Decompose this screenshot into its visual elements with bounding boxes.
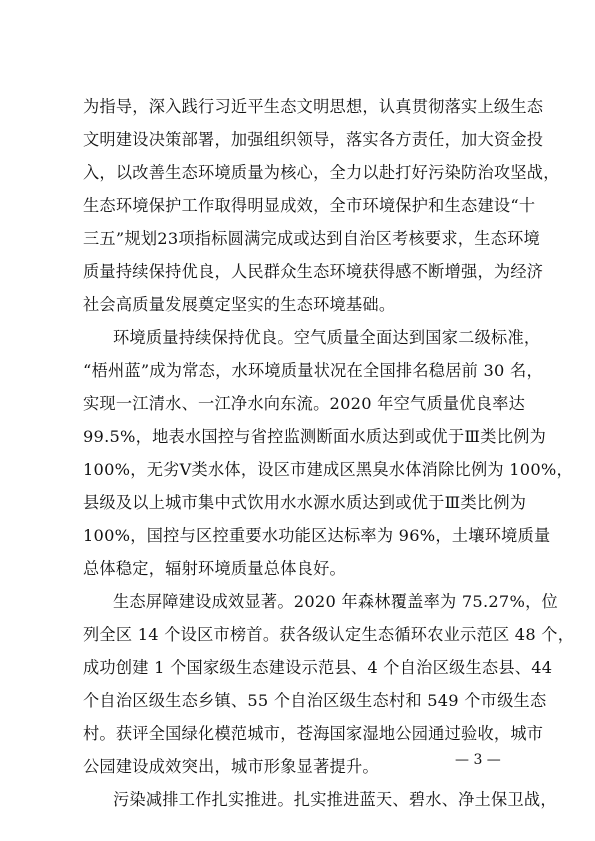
paragraph-3-line-3: 成功创建 1 个国家级生态建设示范县、4 个自治区级生态县、44 bbox=[83, 658, 553, 677]
paragraph-2-line-5: 100%，无劣Ⅴ类水体，设区市建成区黑臭水体消除比例为 100%， bbox=[83, 460, 573, 479]
paragraph-1-line-2: 文明建设决策部署，加强组织领导，落实各方责任，加大资金投 bbox=[83, 130, 544, 149]
page-number: — 3 — bbox=[455, 752, 501, 768]
paragraph-3-line-5: 村。获评全国绿化模范城市，苍海国家湿地公园通过验收，城市 bbox=[83, 724, 544, 743]
paragraph-1-line-7: 社会高质量发展奠定坚实的生态环境基础。 bbox=[83, 295, 396, 314]
paragraph-3-line-1: 生态屏障建设成效显著。2020 年森林覆盖率为 75.27%，位 bbox=[113, 592, 558, 611]
paragraph-2-line-2: “梧州蓝”成为常态，水环境质量状况在全国排名稳居前 30 名， bbox=[83, 361, 543, 380]
paragraph-1-line-6: 质量持续保持优良，人民群众生态环境获得感不断增强，为经济 bbox=[83, 262, 544, 281]
paragraph-2-line-1: 环境质量持续保持优良。空气质量全面达到国家二级标准， bbox=[113, 328, 541, 347]
paragraph-2-line-3: 实现一江清水、一江净水向东流。2020 年空气质量优良率达 bbox=[83, 394, 526, 413]
paragraph-1-line-4: 生态环境保护工作取得明显成效，全市环境保护和生态建设“十 bbox=[83, 196, 536, 215]
paragraph-1-line-5: 三五”规划23项指标圆满完成或达到自治区考核要求，生态环境 bbox=[83, 229, 540, 248]
paragraph-2-line-7: 100%，国控与区控重要水功能区达标率为 96%，土壤环境质量 bbox=[83, 526, 551, 545]
paragraph-2-line-6: 县级及以上城市集中式饮用水水源水质达到或优于Ⅲ类比例为 bbox=[83, 493, 527, 512]
paragraph-1-line-3: 入，以改善生态环境质量为核心，全力以赴打好污染防治攻坚战， bbox=[83, 163, 560, 182]
paragraph-2-line-8: 总体稳定，辐射环境质量总体良好。 bbox=[83, 559, 346, 578]
paragraph-3-line-2: 列全区 14 个设区市榜首。获各级认定生态循环农业示范区 48 个， bbox=[83, 625, 575, 644]
paragraph-2-line-4: 99.5%，地表水国控与省控监测断面水质达到或优于Ⅲ类比例为 bbox=[83, 427, 547, 446]
paragraph-4-line-1: 污染减排工作扎实推进。扎实推进蓝天、碧水、净土保卫战， bbox=[113, 790, 557, 809]
paragraph-3-line-6: 公园建设成效突出，城市形象显著提升。 bbox=[83, 757, 379, 776]
paragraph-3-line-4: 个自治区级生态乡镇、55 个自治区级生态村和 549 个市级生态 bbox=[83, 691, 547, 710]
paragraph-1-line-1: 为指导，深入践行习近平生态文明思想，认真贯彻落实上级生态 bbox=[83, 97, 544, 116]
